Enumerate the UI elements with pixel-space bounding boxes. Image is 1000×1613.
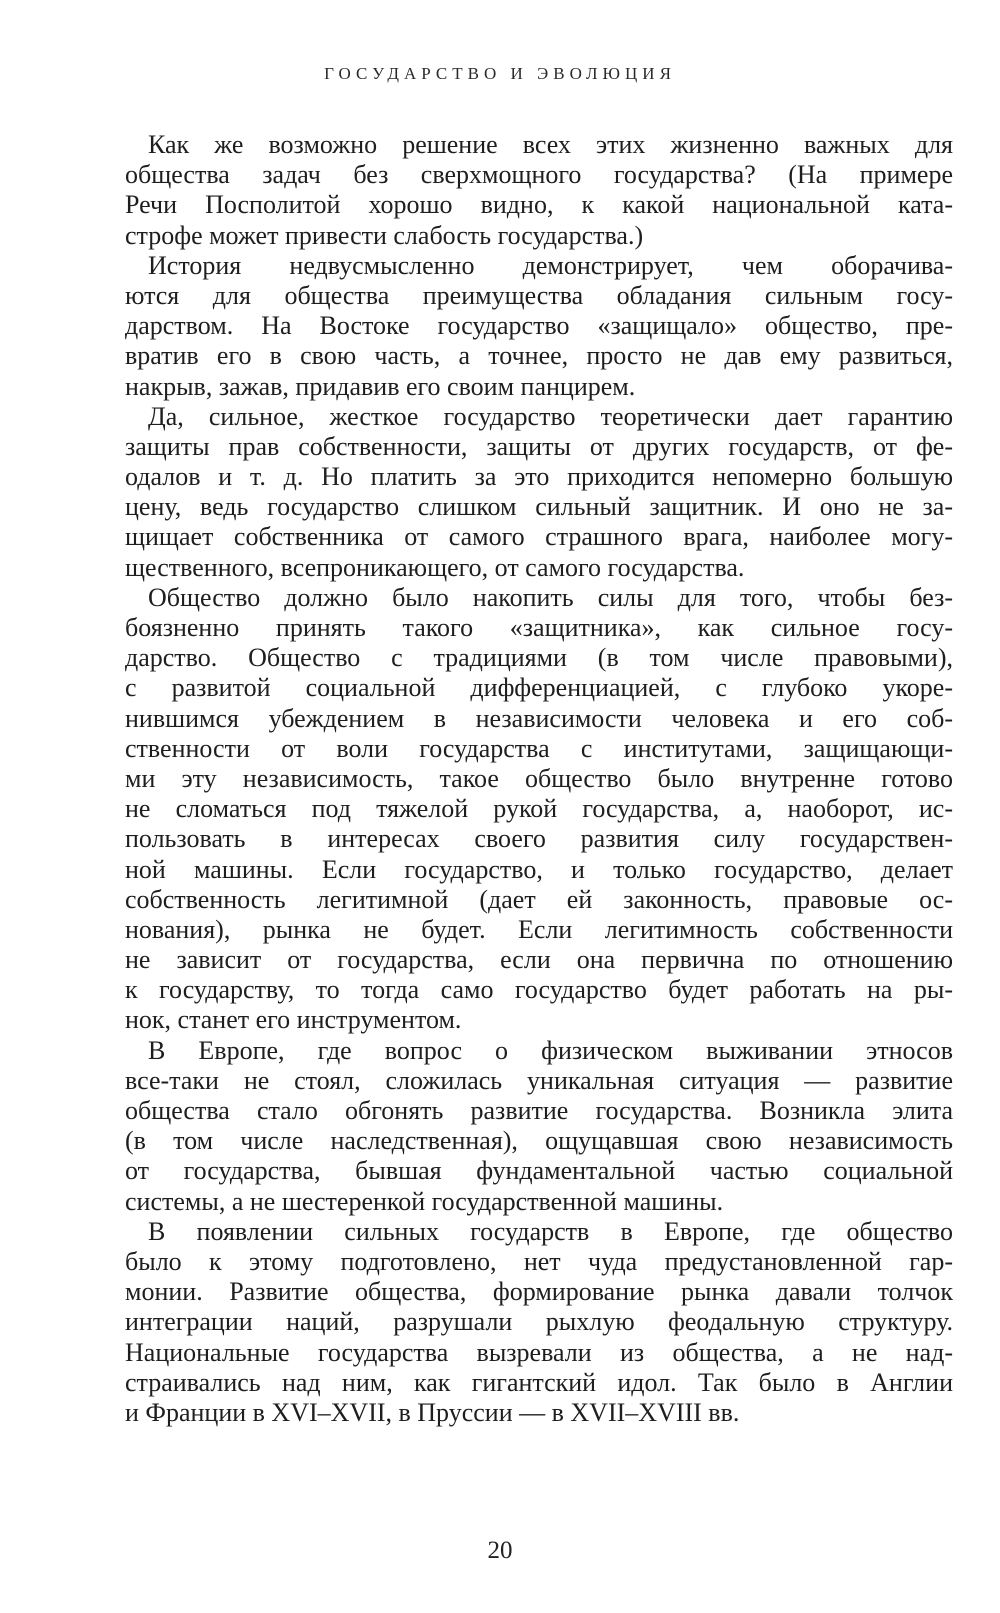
text-line: одалов и т. д. Но платить за это приходится непомерно большую [125,462,953,492]
text-line: ются для общества преимущества обладания сильным госу- [125,280,953,310]
text-line: вратив его в свою часть, а точнее, просто не дав ему развиться, [125,341,953,371]
text-line: ственности от воли государства с институтами, защищающи- [125,733,953,763]
paragraph [125,1217,953,1428]
text-line: В появлении сильных государств в Европе, где общество [148,1216,953,1246]
text-line: История недвусмысленно демонстрирует, чем оборачива- [148,250,953,280]
running-head: ГОСУДАРСТВО И ЭВОЛЮЦИЯ [324,64,676,83]
paragraph [125,583,953,1036]
text-line: Да, сильное, жесткое государство теоретически дает гарантию [148,401,953,431]
text-line: накрыв, зажав, придавив его своим панцирем. [125,371,636,401]
text-line: щищает собственника от самого страшного врага, наиболее могу- [125,522,953,552]
text-line: собственность легитимной (дает ей законность, правовые ос- [125,884,953,914]
text-line: Общество должно было накопить силы для того, чтобы без- [148,582,953,612]
text-line: монии. Развитие общества, формирование рынка давали толчок [125,1277,953,1307]
paragraph [125,402,953,583]
text-line: все-таки не стоял, сложилась уникальная ситуация — развитие [125,1065,953,1095]
text-line: (в том числе наследственная), ощущавшая свою независимость [125,1126,953,1156]
text-line: ной машины. Если государство, и только государство, делает [125,854,953,884]
text-line: защиты прав собственности, защиты от других государств, от фе- [125,431,953,461]
text-line: нования), рынка не будет. Если легитимность собственности [125,914,953,944]
text-line: нок, станет его инструментом. [125,1005,462,1035]
text-line: системы, а не шестеренкой государственной машины. [125,1186,724,1216]
text-line: В Европе, где вопрос о физическом выживании этносов [148,1035,953,1065]
text-line: интеграции наций, разрушали рыхлую феодальную структуру. [125,1307,953,1337]
text-line: нившимся убеждением в независимости человека и его соб- [125,703,953,733]
text-line: с развитой социальной дифференциацией, с глубоко укоре- [125,673,953,703]
body-text [125,130,953,1428]
text-line: Речи Посполитой хорошо видно, к какой национальной ката- [125,190,953,220]
text-line: щественного, всепроникающего, от самого государства. [125,552,745,582]
text-line: было к этому подготовлено, нет чуда предустановленной гар- [125,1246,953,1276]
text-line: дарством. На Востоке государство «защищало» общество, пре- [125,311,953,341]
text-line: Как же возможно решение всех этих жизненно важных для [148,130,953,159]
text-line: и Франции в XVI–XVII, в Пруссии — в XVII–XVIII вв. [125,1397,740,1427]
text-line: ми эту независимость, такое общество было внутренне готово [125,763,953,793]
text-line: общества задач без сверхмощного государства? (На примере [125,160,953,190]
paragraph [125,251,953,402]
text-line: страивались над ним, как гигантский идол. Так было в Англии [125,1367,953,1397]
text-line: к государству, то тогда само государство будет работать на ры- [125,975,953,1005]
text-line: не зависит от государства, если она первична по отношению [125,945,953,975]
text-line: цену, ведь государство слишком сильный защитник. И оно не за- [125,492,953,522]
text-line: боязненно принять такого «защитника», как сильное госу- [125,613,953,642]
text-line: от государства, бывшая фундаментальной частью социальной [125,1156,953,1186]
paragraph [125,130,953,251]
text-line: дарство. Общество с традициями (в том числе правовыми), [125,643,953,673]
text-line: не сломаться под тяжелой рукой государства, а, наоборот, ис- [125,794,953,824]
page-number: 20 [487,1537,513,1564]
text-line: Национальные государства вызревали из общества, а не над- [125,1337,953,1367]
text-line: строфе может привести слабость государства.) [125,220,644,250]
paragraph [125,1036,953,1217]
text-line: пользовать в интересах своего развития силу государствен- [125,824,953,854]
text-line: общества стало обгонять развитие государства. Возникла элита [125,1096,953,1125]
